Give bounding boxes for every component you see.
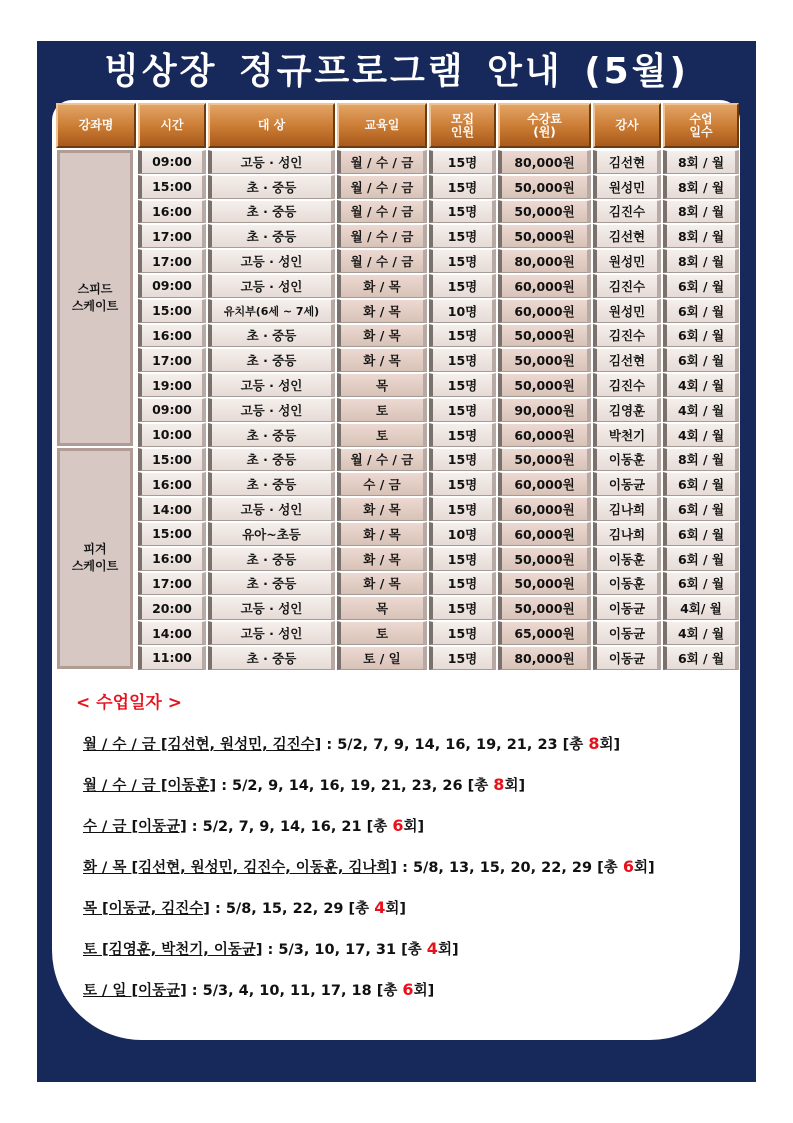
time-cell: 16:00 <box>138 472 206 496</box>
sessions-header: 수업 일수 <box>663 103 739 148</box>
schedule-group: 월 / 수 / 금 [김선현, 원성민, 김진수] <box>83 737 322 753</box>
schedule-group: 화 / 목 [김선현, 원성민, 김진수, 이동훈, 김나희] <box>83 860 398 876</box>
sessions-cell: 4회 / 월 <box>663 621 739 645</box>
capacity-cell: 15명 <box>429 373 496 397</box>
day-cell: 화 / 목 <box>337 522 427 546</box>
sessions-cell: 6회 / 월 <box>663 348 739 372</box>
instructor-cell: 박천기 <box>593 423 661 447</box>
fee-cell: 60,000원 <box>498 472 591 496</box>
sessions-cell: 4회/ 월 <box>663 596 739 620</box>
capacity-cell: 15명 <box>429 348 496 372</box>
capacity-cell: 15명 <box>429 596 496 620</box>
sessions-cell: 8회 / 월 <box>663 224 739 248</box>
instructor-cell: 이동훈 <box>593 547 661 571</box>
instructor-cell: 원성민 <box>593 175 661 199</box>
schedule-item <box>83 979 434 1000</box>
target-cell: 초 · 중등 <box>208 547 335 571</box>
sessions-cell: 4회 / 월 <box>663 423 739 447</box>
time-cell: 11:00 <box>138 646 206 670</box>
target-cell: 유아~초등 <box>208 522 335 546</box>
schedule-item <box>83 897 406 918</box>
time-cell: 16:00 <box>138 200 206 224</box>
schedule-item <box>83 815 424 836</box>
schedule-dates: : 5/3, 10, 17, 31 [총 <box>262 942 427 958</box>
fee-cell: 90,000원 <box>498 398 591 422</box>
sessions-cell: 4회 / 월 <box>663 398 739 422</box>
capacity-cell: 10명 <box>429 522 496 546</box>
instructor-cell: 김진수 <box>593 324 661 348</box>
target-header: 대 상 <box>208 103 335 148</box>
time-cell: 15:00 <box>138 299 206 323</box>
time-cell: 15:00 <box>138 522 206 546</box>
schedule-dates: : 5/2, 9, 14, 16, 19, 21, 23, 26 [총 <box>216 778 494 794</box>
capacity-cell: 15명 <box>429 646 496 670</box>
fee-cell: 50,000원 <box>498 373 591 397</box>
capacity-cell: 15명 <box>429 150 496 174</box>
fee-cell: 50,000원 <box>498 175 591 199</box>
sessions-cell: 6회 / 월 <box>663 646 739 670</box>
fee-cell: 60,000원 <box>498 274 591 298</box>
sessions-cell: 6회 / 월 <box>663 547 739 571</box>
schedule-dates: : 5/2, 7, 9, 14, 16, 19, 21, 23 [총 <box>321 737 589 753</box>
schedule-count: 8 <box>493 775 505 794</box>
target-cell: 고등 · 성인 <box>208 596 335 620</box>
time-cell: 16:00 <box>138 547 206 571</box>
schedule-group: 토 [김영훈, 박천기, 이동균] <box>83 942 263 958</box>
target-cell: 고등 · 성인 <box>208 398 335 422</box>
fee-header: 수강료 (원) <box>498 103 591 148</box>
day-cell: 토 <box>337 621 427 645</box>
target-cell: 고등 · 성인 <box>208 497 335 521</box>
instructor-cell: 김나희 <box>593 522 661 546</box>
instructor-header: 강사 <box>593 103 661 148</box>
sessions-cell: 6회 / 월 <box>663 572 739 596</box>
capacity-cell: 15명 <box>429 472 496 496</box>
day-cell: 수 / 금 <box>337 472 427 496</box>
instructor-cell: 김나희 <box>593 497 661 521</box>
capacity-cell: 15명 <box>429 224 496 248</box>
fee-cell: 50,000원 <box>498 324 591 348</box>
instructor-cell: 이동훈 <box>593 572 661 596</box>
fee-cell: 80,000원 <box>498 150 591 174</box>
schedule-dates: : 5/3, 4, 10, 11, 17, 18 [총 <box>186 983 403 999</box>
target-cell: 고등 · 성인 <box>208 621 335 645</box>
time-cell: 09:00 <box>138 398 206 422</box>
time-header: 시간 <box>138 103 206 148</box>
target-cell: 초 · 중등 <box>208 224 335 248</box>
capacity-cell: 15명 <box>429 572 496 596</box>
time-cell: 09:00 <box>138 274 206 298</box>
day-cell: 화 / 목 <box>337 497 427 521</box>
instructor-cell: 이동훈 <box>593 448 661 472</box>
fee-cell: 80,000원 <box>498 249 591 273</box>
fee-cell: 60,000원 <box>498 522 591 546</box>
day-cell: 토 <box>337 423 427 447</box>
page-title: 빙상장 정규프로그램 안내 (5월) <box>104 51 689 92</box>
schedule-heading: < 수업일자 > <box>76 693 183 713</box>
target-cell: 고등 · 성인 <box>208 249 335 273</box>
schedule-group: 토 / 일 [이동균] <box>83 983 187 999</box>
day-cell: 토 <box>337 398 427 422</box>
sessions-cell: 6회 / 월 <box>663 472 739 496</box>
sessions-cell: 6회 / 월 <box>663 324 739 348</box>
capacity-cell: 15명 <box>429 274 496 298</box>
fee-cell: 60,000원 <box>498 299 591 323</box>
time-cell: 15:00 <box>138 448 206 472</box>
fee-cell: 60,000원 <box>498 497 591 521</box>
target-cell: 초 · 중등 <box>208 348 335 372</box>
fee-cell: 50,000원 <box>498 200 591 224</box>
lecture-header: 강좌명 <box>56 103 136 148</box>
fee-cell: 80,000원 <box>498 646 591 670</box>
time-cell: 14:00 <box>138 621 206 645</box>
fee-cell: 50,000원 <box>498 572 591 596</box>
category-cell: 스피드 스케이트 <box>57 150 133 446</box>
target-cell: 초 · 중등 <box>208 646 335 670</box>
schedule-item <box>83 733 620 754</box>
target-cell: 초 · 중등 <box>208 175 335 199</box>
instructor-cell: 원성민 <box>593 299 661 323</box>
capacity-cell: 15명 <box>429 423 496 447</box>
day-cell: 화 / 목 <box>337 324 427 348</box>
capacity-cell: 15명 <box>429 398 496 422</box>
target-cell: 고등 · 성인 <box>208 274 335 298</box>
capacity-cell: 15명 <box>429 200 496 224</box>
day-cell: 화 / 목 <box>337 348 427 372</box>
schedule-group: 목 [이동균, 김진수] <box>83 901 210 917</box>
time-cell: 15:00 <box>138 175 206 199</box>
instructor-cell: 김선현 <box>593 224 661 248</box>
target-cell: 초 · 중등 <box>208 448 335 472</box>
schedule-group: 수 / 금 [이동균] <box>83 819 187 835</box>
schedule-suffix: 회] <box>403 819 425 835</box>
capacity-cell: 15명 <box>429 547 496 571</box>
schedule-count: 6 <box>622 857 634 876</box>
target-cell: 고등 · 성인 <box>208 373 335 397</box>
day-cell: 월 / 수 / 금 <box>337 150 427 174</box>
time-cell: 09:00 <box>138 150 206 174</box>
target-cell: 초 · 중등 <box>208 200 335 224</box>
instructor-cell: 이동균 <box>593 472 661 496</box>
target-cell: 초 · 중등 <box>208 572 335 596</box>
instructor-cell: 이동균 <box>593 646 661 670</box>
target-cell: 초 · 중등 <box>208 423 335 447</box>
schedule-item <box>83 774 525 795</box>
instructor-cell: 김진수 <box>593 274 661 298</box>
schedule-item <box>83 938 459 959</box>
schedule-suffix: 회] <box>599 737 621 753</box>
capacity-cell: 15명 <box>429 448 496 472</box>
schedule-suffix: 회] <box>437 942 459 958</box>
time-cell: 17:00 <box>138 249 206 273</box>
day-cell: 목 <box>337 373 427 397</box>
sessions-cell: 8회 / 월 <box>663 249 739 273</box>
day-cell: 화 / 목 <box>337 299 427 323</box>
day-cell: 화 / 목 <box>337 572 427 596</box>
day-cell: 월 / 수 / 금 <box>337 249 427 273</box>
fee-cell: 50,000원 <box>498 547 591 571</box>
sessions-cell: 8회 / 월 <box>663 448 739 472</box>
day-cell: 월 / 수 / 금 <box>337 448 427 472</box>
target-cell: 고등 · 성인 <box>208 150 335 174</box>
schedule-count: 8 <box>588 734 600 753</box>
day-header: 교육일 <box>337 103 427 148</box>
capacity-cell: 15명 <box>429 621 496 645</box>
instructor-cell: 김진수 <box>593 200 661 224</box>
time-cell: 14:00 <box>138 497 206 521</box>
capacity-cell: 15명 <box>429 497 496 521</box>
capacity-cell: 15명 <box>429 324 496 348</box>
time-cell: 16:00 <box>138 324 206 348</box>
target-cell: 초 · 중등 <box>208 472 335 496</box>
sessions-cell: 8회 / 월 <box>663 200 739 224</box>
schedule-group: 월 / 수 / 금 [이동훈] <box>83 778 217 794</box>
instructor-cell: 이동균 <box>593 596 661 620</box>
schedule-count: 4 <box>374 898 386 917</box>
schedule-suffix: 회] <box>385 901 407 917</box>
schedule-count: 6 <box>402 980 414 999</box>
instructor-cell: 김선현 <box>593 150 661 174</box>
target-cell: 초 · 중등 <box>208 324 335 348</box>
instructor-cell: 김선현 <box>593 348 661 372</box>
fee-cell: 50,000원 <box>498 224 591 248</box>
fee-cell: 50,000원 <box>498 596 591 620</box>
capacity-cell: 10명 <box>429 299 496 323</box>
instructor-cell: 원성민 <box>593 249 661 273</box>
fee-cell: 50,000원 <box>498 448 591 472</box>
time-cell: 17:00 <box>138 224 206 248</box>
sessions-cell: 6회 / 월 <box>663 274 739 298</box>
instructor-cell: 김영훈 <box>593 398 661 422</box>
schedule-count: 4 <box>426 939 438 958</box>
schedule-item <box>83 856 655 877</box>
sessions-cell: 8회 / 월 <box>663 175 739 199</box>
time-cell: 17:00 <box>138 348 206 372</box>
time-cell: 17:00 <box>138 572 206 596</box>
day-cell: 월 / 수 / 금 <box>337 175 427 199</box>
fee-cell: 60,000원 <box>498 423 591 447</box>
schedule-suffix: 회] <box>633 860 655 876</box>
schedule-count: 6 <box>392 816 404 835</box>
schedule-suffix: 회] <box>413 983 435 999</box>
sessions-cell: 6회 / 월 <box>663 497 739 521</box>
capacity-cell: 15명 <box>429 175 496 199</box>
fee-cell: 50,000원 <box>498 348 591 372</box>
day-cell: 월 / 수 / 금 <box>337 200 427 224</box>
instructor-cell: 이동균 <box>593 621 661 645</box>
time-cell: 10:00 <box>138 423 206 447</box>
capacity-cell: 15명 <box>429 249 496 273</box>
schedule-dates: : 5/2, 7, 9, 14, 16, 21 [총 <box>186 819 393 835</box>
day-cell: 목 <box>337 596 427 620</box>
day-cell: 월 / 수 / 금 <box>337 224 427 248</box>
sessions-cell: 8회 / 월 <box>663 150 739 174</box>
day-cell: 화 / 목 <box>337 274 427 298</box>
day-cell: 화 / 목 <box>337 547 427 571</box>
schedule-dates: : 5/8, 13, 15, 20, 22, 29 [총 <box>397 860 623 876</box>
schedule-dates: : 5/8, 15, 22, 29 [총 <box>209 901 375 917</box>
time-cell: 20:00 <box>138 596 206 620</box>
fee-cell: 65,000원 <box>498 621 591 645</box>
day-cell: 토 / 일 <box>337 646 427 670</box>
time-cell: 19:00 <box>138 373 206 397</box>
schedule-suffix: 회] <box>504 778 526 794</box>
category-cell: 피겨 스케이트 <box>57 448 133 669</box>
target-cell: 유치부(6세 ~ 7세) <box>208 299 335 323</box>
sessions-cell: 4회 / 월 <box>663 373 739 397</box>
instructor-cell: 김진수 <box>593 373 661 397</box>
sessions-cell: 6회 / 월 <box>663 522 739 546</box>
sessions-cell: 6회 / 월 <box>663 299 739 323</box>
capacity-header: 모집 인원 <box>429 103 496 148</box>
